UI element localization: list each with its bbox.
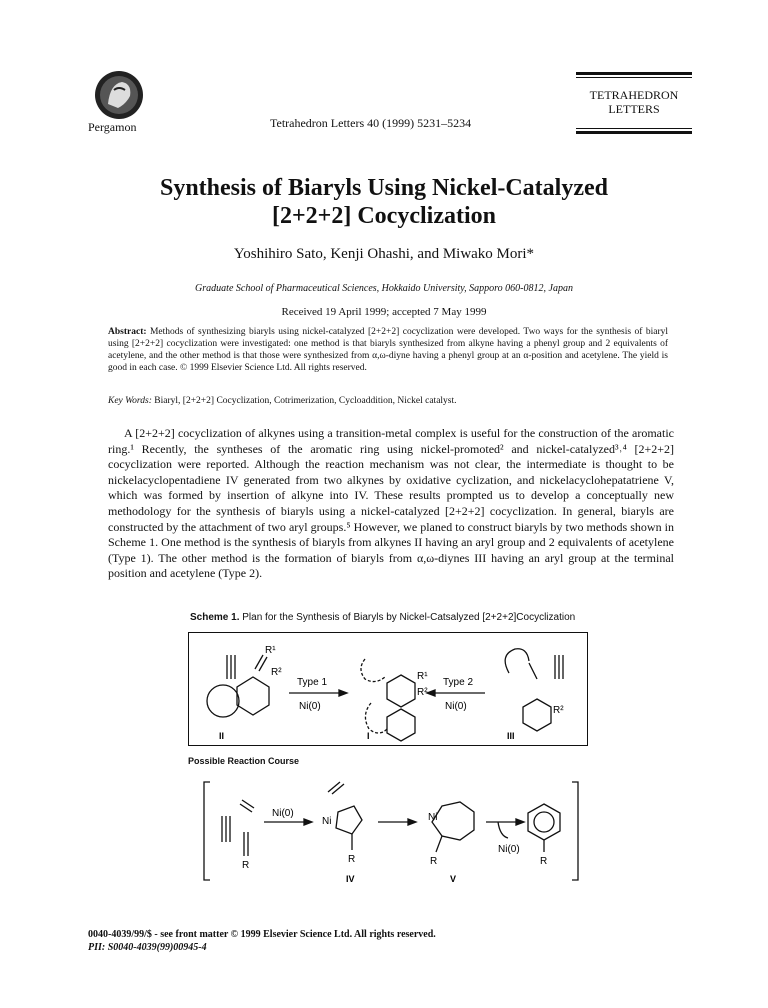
title-line-1: Synthesis of Biaryls Using Nickel-Catalyzed (159, 175, 608, 201)
scheme-caption-text: Plan for the Synthesis of Biaryls by Nickel-Catsalyzed [2+2+2]Cocyclization (242, 612, 576, 623)
compound-II-label: II (219, 731, 225, 741)
journal-name-line1: TETRAHEDRON (589, 88, 679, 102)
compound-III-label: III (507, 731, 515, 741)
type1-catalyst: Ni(0) (299, 701, 321, 712)
intermediate-IV-label: IV (346, 874, 355, 884)
r-label-alkyne: R (242, 860, 250, 871)
received-dates: Received 19 April 1999; accepted 7 May 1999 (281, 306, 487, 318)
type1-label: Type 1 (297, 677, 328, 688)
r1-label-II: R¹ (265, 645, 276, 656)
scheme-caption (190, 612, 575, 623)
ni-label-IV: Ni (322, 816, 332, 827)
footer-pii: PII: S0040-4039(99)00945-4 (88, 942, 207, 953)
keywords (108, 396, 668, 406)
r2-label-III: R² (553, 705, 564, 716)
publisher-name: Pergamon (88, 120, 137, 134)
r1-label-I: R¹ (417, 671, 428, 682)
abstract-text: Methods of synthesizing biaryls using nickel-catalyzed [2+2+2] cocyclization were developed. Two ways for the synthesis of biaryl using [2+2+2] cocyclization were investigated: one method is that biaryls synthesized from alkyne having a phenyl group and 2 equivalents of acetylene, and the other method is that those were synthesized from α,ω-diyne having a phenyl group at an α-position and acetylene. The yield is good in each case. © 1999 Elsevier Science Ltd. All rights reserved. (108, 327, 668, 373)
compound-I-label: I (367, 731, 370, 741)
journal-name-line2: LETTERS (608, 102, 660, 116)
abstract-label: Abstract: (108, 327, 147, 337)
r2-label-I: R² (417, 687, 428, 698)
course-catalyst: Ni(0) (272, 808, 294, 819)
authors: Yoshihiro Sato, Kenji Ohashi, and Miwako Mori* (233, 246, 535, 262)
citation: Tetrahedron Letters 40 (1999) 5231–5234 (270, 116, 472, 130)
footer (88, 928, 436, 954)
ni-label-V: Ni (428, 812, 438, 823)
r-label-product: R (540, 856, 548, 867)
r-label-IV: R (348, 854, 356, 865)
type2-catalyst: Ni(0) (445, 701, 467, 712)
scheme-1-diagram (189, 633, 587, 745)
ni-release-label: Ni(0) (498, 844, 520, 855)
keywords-text: Biaryl, [2+2+2] Cocyclization, Cotrimerization, Cycloaddition, Nickel catalyst. (154, 396, 457, 406)
r2-label-II: R² (271, 667, 282, 678)
intermediate-V-label: V (450, 874, 457, 884)
footer-copyright: 0040-4039/99/$ - see front matter © 1999 Elsevier Science Ltd. All rights reserved. (88, 929, 436, 940)
affiliation: Graduate School of Pharmaceutical Sciences, Hokkaido University, Sapporo 060-0812, Japan (195, 283, 573, 294)
r-label-V: R (430, 856, 438, 867)
reaction-course-diagram (188, 772, 588, 892)
body-paragraph: A [2+2+2] cocyclization of alkynes using a transition-metal complex is useful for the construction of the aromatic ring.¹ Recently, the syntheses of the aromatic ring using nickel-promoted² and nickel-catalyzed³˒⁴ [2+2+2] cocyclization were reported. Although the reaction mechanism was not clear, the intermediate is thought to be nickelacyclopentadiene IV generated from two alkynes by oxidative cyclization, and nickelacyclohepatatriene V, which was formed by insertion of alkyne into IV. These results prompted us to develop a conceptually new methodology for the synthesis of biaryls using a nickel-catalyzed [2+2+2] cocyclization. In general, biaryls are constructed by the attachment of two aryl groups.⁵ However, we planed to construct biaryls by two methods shown in Scheme 1. One method is the synthesis of biaryls from alkynes II having an aryl group and 2 equivalents of acetylene (Type 1). The other method is the formation of biaryls from α,ω-diynes III having an aryl group at the terminal position and acetylene (Type 2). (108, 426, 674, 581)
scheme-1-box (188, 632, 588, 746)
journal-brand (576, 72, 692, 136)
keywords-label: Key Words: (108, 396, 152, 406)
title-line-2: [2+2+2] Cocyclization (272, 203, 496, 229)
type2-label: Type 2 (443, 677, 474, 688)
abstract (108, 326, 668, 374)
reaction-course-label: Possible Reaction Course (188, 756, 300, 766)
paper-title (0, 174, 768, 230)
scheme-caption-label: Scheme 1. (190, 612, 240, 623)
publisher-logo (88, 70, 158, 125)
